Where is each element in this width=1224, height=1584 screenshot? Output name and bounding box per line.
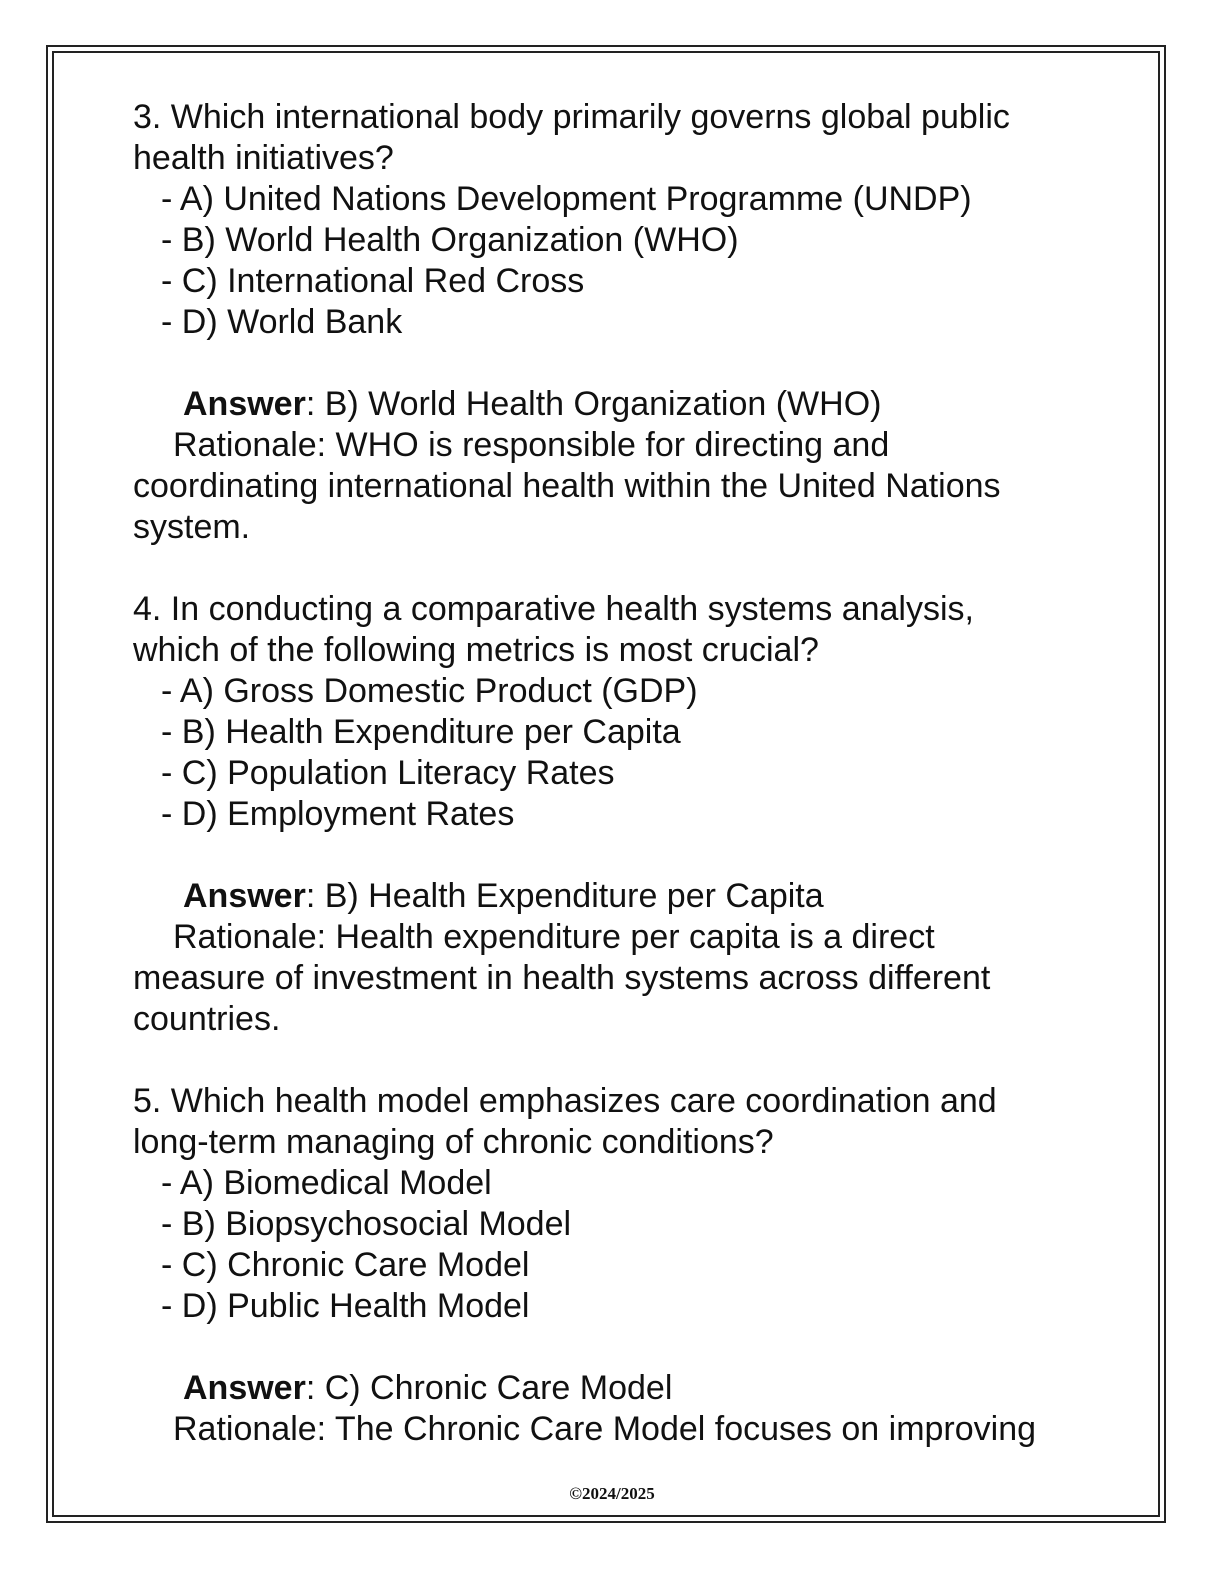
answer-label: Answer <box>183 385 306 423</box>
answer-option: - B) World Health Organization (WHO) <box>161 221 739 259</box>
question-stem-line: health initiatives? <box>133 139 394 177</box>
question-stem-line: long-term managing of chronic conditions? <box>133 1123 774 1161</box>
question-stem-line: 4. In conducting a comparative health systems analysis, <box>133 590 974 628</box>
answer-option: - C) Population Literacy Rates <box>161 754 615 792</box>
answer-line <box>133 384 1123 425</box>
answer-option: - C) International Red Cross <box>161 262 585 300</box>
answer-label: Answer <box>183 877 306 915</box>
rationale-line: countries. <box>133 1000 281 1038</box>
page-footer-copyright: ©2024/2025 <box>569 1484 655 1503</box>
rationale-line: Rationale: Health expenditure per capita is a direct <box>173 918 935 956</box>
answer-line <box>133 876 1123 917</box>
answer-option: - A) Gross Domestic Product (GDP) <box>161 672 698 710</box>
answer-text: : B) World Health Organization (WHO) <box>305 385 882 423</box>
rationale-line: Rationale: The Chronic Care Model focuses on improving <box>173 1410 1037 1448</box>
rationale-line: coordinating international health within the United Nations <box>133 467 1001 505</box>
answer-option: - C) Chronic Care Model <box>161 1246 530 1284</box>
answer-text: : B) Health Expenditure per Capita <box>305 877 824 915</box>
answer-option: - D) World Bank <box>161 303 403 341</box>
question-block <box>133 1081 1123 1450</box>
answer-option: - B) Biopsychosocial Model <box>161 1205 572 1243</box>
question-stem-line: 5. Which health model emphasizes care coordination and <box>133 1082 997 1120</box>
answer-label: Answer <box>183 1369 306 1407</box>
answer-option: - B) Health Expenditure per Capita <box>161 713 681 751</box>
question-content <box>133 97 1123 1450</box>
question-block <box>133 589 1123 1081</box>
rationale-line: Rationale: WHO is responsible for directing and <box>173 426 890 464</box>
answer-text: : C) Chronic Care Model <box>305 1369 673 1407</box>
question-stem-line: 3. Which international body primarily governs global public <box>133 98 1010 136</box>
answer-option: - A) Biomedical Model <box>161 1164 492 1202</box>
answer-option: - A) United Nations Development Programme (UNDP) <box>161 180 972 218</box>
rationale-line: measure of investment in health systems across different <box>133 959 991 997</box>
answer-option: - D) Employment Rates <box>161 795 515 833</box>
question-stem-line: which of the following metrics is most crucial? <box>133 631 819 669</box>
rationale-line: system. <box>133 508 251 546</box>
question-block <box>133 97 1123 589</box>
answer-option: - D) Public Health Model <box>161 1287 530 1325</box>
answer-line <box>133 1368 1123 1409</box>
